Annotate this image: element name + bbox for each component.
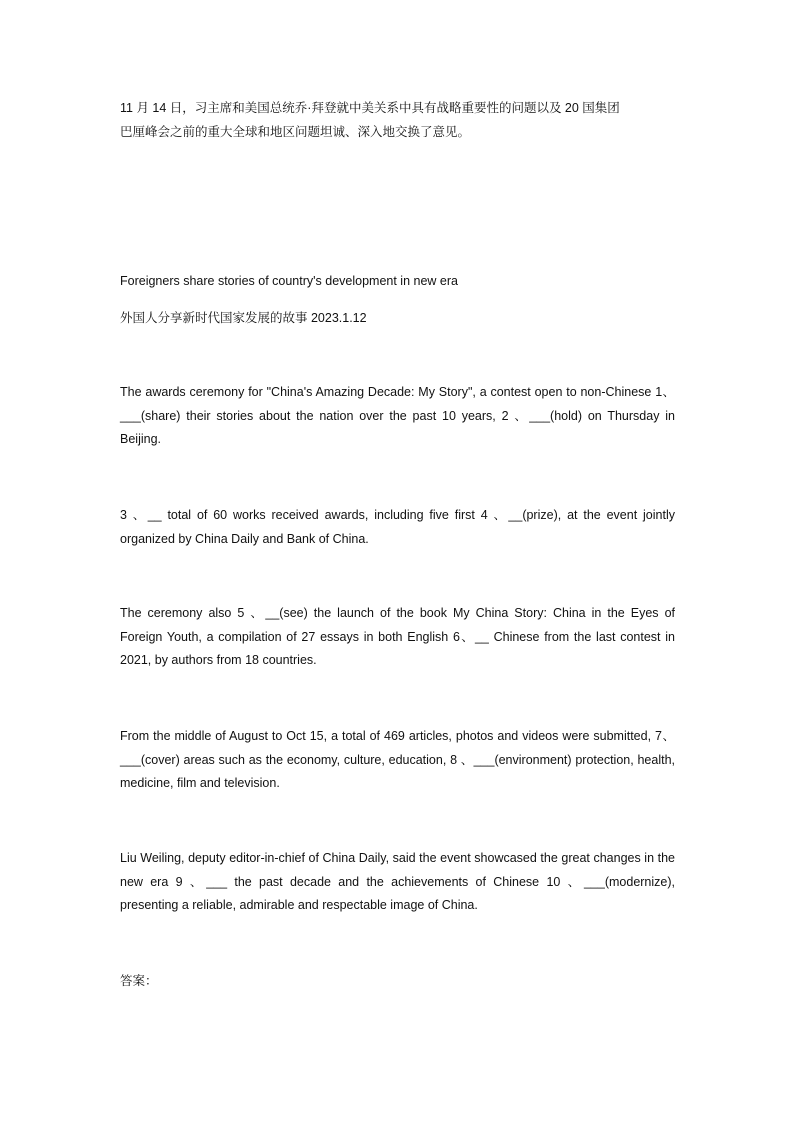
paragraph-1: The awards ceremony for "China's Amazing Decade: My Story", a contest open to non-Chinese 1、___(share) their stories about the nation over the past 10 years, 2 、___(hold) on Thursday in Beijing. xyxy=(120,385,675,446)
intro-line-1: 11 月 14 日，习主席和美国总统乔·拜登就中美关系中具有战略重要性的问题以及 20 国集团 xyxy=(120,101,620,115)
paragraph-5: Liu Weiling, deputy editor-in-chief of China Daily, said the event showcased the great changes in the new era 9 、___ the past decade and the achievements of Chinese 10 、___(modernize), presenting a reliable, admirable and respectable image of China. xyxy=(120,851,675,912)
paragraph-4: From the middle of August to Oct 15, a total of 469 articles, photos and videos were submitted, 7、___(cover) areas such as the economy, culture, education, 8 、___(environment) protection, health, medicine, film and television. xyxy=(120,729,675,790)
article-title-zh: 外国人分享新时代国家发展的故事 2023.1.12 xyxy=(120,311,367,325)
answer-label: 答案： xyxy=(120,974,158,988)
paragraph-3: The ceremony also 5 、__(see) the launch of the book My China Story: China in the Eyes of Foreign Youth, a compilation of 27 essays in both English 6、__ Chinese from the last contest in 2021, by authors from 18 countries. xyxy=(120,606,675,667)
article-title-en: Foreigners share stories of country's development in new era xyxy=(120,274,458,288)
intro-paragraph xyxy=(120,97,675,144)
paragraph-2: 3 、__ total of 60 works received awards, including five first 4 、__(prize), at the event jointly organized by China Daily and Bank of China. xyxy=(120,508,675,546)
intro-line-2: 巴厘峰会之前的重大全球和地区问题坦诚、深入地交换了意见。 xyxy=(120,124,471,139)
